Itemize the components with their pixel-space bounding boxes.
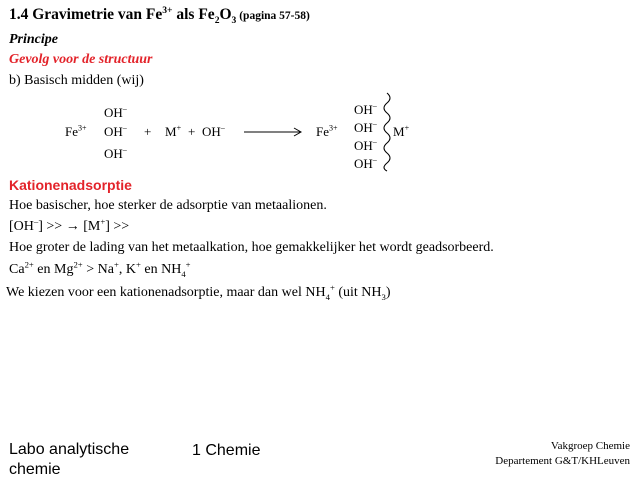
right-fe: $Fe^{3+}$ xyxy=(316,123,338,139)
kationen-line-5: We kiezen voor een kationenadsorptie, maar dan wel $NH_4^+$ (uit $NH_3$) xyxy=(6,282,391,302)
hydroxide-ion: OH– xyxy=(202,123,225,139)
footer-slide-label: 1 Chemie xyxy=(192,442,261,459)
footer-department: Vakgroep Chemie Departement G&T/KHLeuven xyxy=(495,440,630,467)
plus-sign-1: + xyxy=(144,124,152,139)
page-reference: (pagina 57-58) xyxy=(236,10,310,22)
right-oh-2: OH– xyxy=(354,119,377,135)
left-oh-2: OH– xyxy=(104,123,127,139)
reaction-arrow-icon xyxy=(242,125,304,139)
left-fe: $Fe^{3+}$ xyxy=(65,123,87,139)
metal-ion: M+ xyxy=(165,123,182,139)
left-oh-1: OH– xyxy=(104,104,127,120)
left-oh-3: OH– xyxy=(104,145,127,161)
footer-course: Labo analytische chemie xyxy=(9,441,130,478)
kationen-heading: Kationenadsorptie xyxy=(9,177,132,193)
right-oh-3: OH– xyxy=(354,137,377,153)
right-metal: M+ xyxy=(393,123,410,139)
kationen-line-1: Hoe basischer, hoe sterker de adsorptie van metaalionen. xyxy=(9,198,327,213)
kationen-line-3: Hoe groter de lading van het metaalkation, hoe gemakkelijker het wordt geadsorbeerd. xyxy=(9,240,494,255)
kationen-line-2: [OH–] >> → [M+] >> xyxy=(9,216,130,234)
kationen-line-4: $Ca^{2+}$ en $Mg^{2+} > Na^+$, K+ en $NH_4^+$ xyxy=(9,259,191,279)
page-title: 1.4 Gravimetrie van $Fe^{3+}$ als $Fe_2O_3$ (pagina 57-58) xyxy=(9,4,310,27)
plus-sign-2: + xyxy=(188,124,196,139)
gevolg-heading: Gevolg voor de structuur xyxy=(9,52,153,67)
principe-heading: Principe xyxy=(9,32,58,47)
right-oh-1: OH– xyxy=(354,101,377,117)
basisch-subheading: b) Basisch midden (wij) xyxy=(9,73,144,88)
right-oh-4: OH– xyxy=(354,155,377,171)
